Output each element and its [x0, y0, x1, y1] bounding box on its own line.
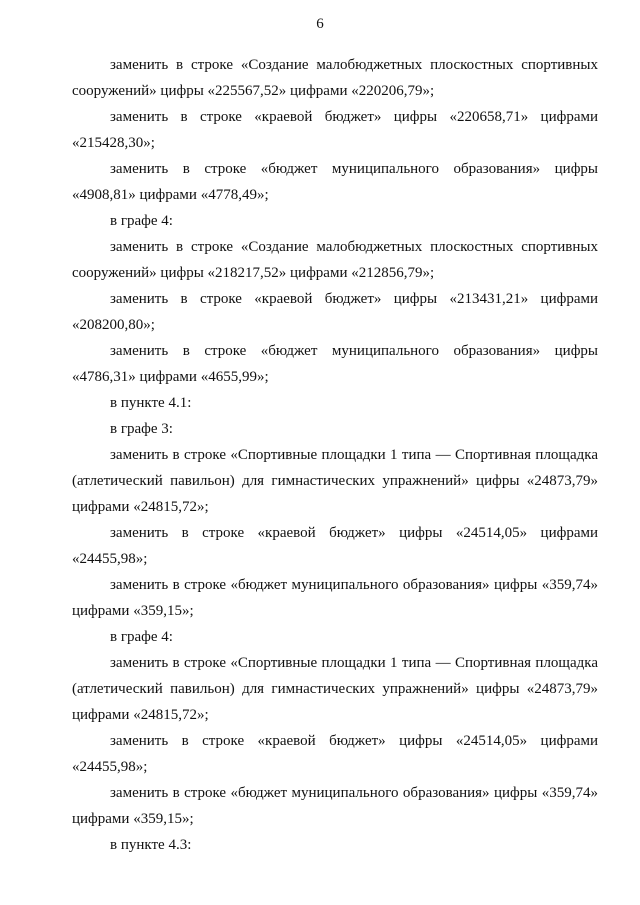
paragraph: заменить в строке «бюджет муниципального образования» цифры «4786,31» цифрами «4655,99»;	[72, 343, 598, 385]
paragraph: в графе 4:	[110, 629, 173, 645]
paragraph: в пункте 4.1:	[110, 395, 192, 411]
paragraph: заменить в строке «Создание малобюджетных плоскостных спортивных сооружений» цифры «218217,52» цифрами «212856,79»;	[72, 239, 598, 281]
paragraph: заменить в строке «бюджет муниципального образования» цифры «4908,81» цифрами «4778,49»;	[72, 161, 598, 203]
paragraph: заменить в строке «краевой бюджет» цифры «24514,05» цифрами «24455,98»;	[72, 733, 598, 775]
document-body	[72, 52, 598, 858]
paragraph: заменить в строке «бюджет муниципального образования» цифры «359,74» цифрами «359,15»;	[72, 577, 598, 619]
paragraph: заменить в строке «краевой бюджет» цифры «24514,05» цифрами «24455,98»;	[72, 525, 598, 567]
page-number: 6	[316, 16, 324, 32]
paragraph: в графе 3:	[110, 421, 173, 437]
paragraph: в графе 4:	[110, 213, 173, 229]
paragraph: заменить в строке «бюджет муниципального образования» цифры «359,74» цифрами «359,15»;	[72, 785, 598, 827]
paragraph: заменить в строке «Спортивные площадки 1 типа — Спортивная площадка (атлетический павильон) для гимнастических упражнений» цифры «24873,79» цифрами «24815,72»;	[72, 655, 598, 723]
paragraph: заменить в строке «Спортивные площадки 1 типа — Спортивная площадка (атлетический павильон) для гимнастических упражнений» цифры «24873,79» цифрами «24815,72»;	[72, 447, 598, 515]
paragraph: заменить в строке «Создание малобюджетных плоскостных спортивных сооружений» цифры «225567,52» цифрами «220206,79»;	[72, 57, 598, 99]
paragraph: заменить в строке «краевой бюджет» цифры «220658,71» цифрами «215428,30»;	[72, 109, 598, 151]
paragraph: заменить в строке «краевой бюджет» цифры «213431,21» цифрами «208200,80»;	[72, 291, 598, 333]
paragraph: в пункте 4.3:	[110, 837, 192, 853]
